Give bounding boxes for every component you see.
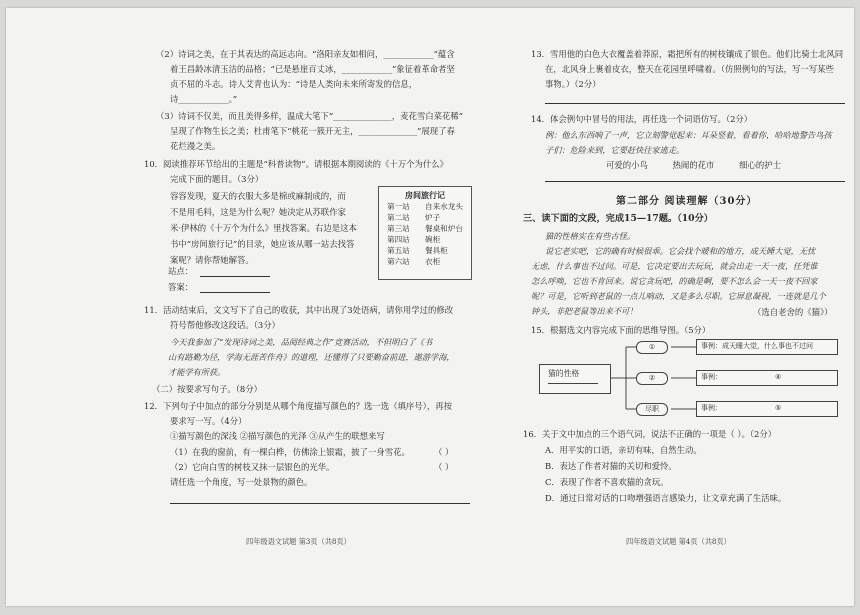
q9-3-line1: （3）诗词不仅美，而且美得多样，温成大笔下“______________，麦花雪白菜花稀”	[156, 111, 464, 121]
q15-line: 15．根据选文内容完成下面的思维导图。（5分）	[531, 325, 711, 335]
toc-row: 第五站 餐具柜	[387, 246, 448, 256]
q16-line: 16．关于文中加点的三个语气词，说法不正确的一项是（ ）。（2分）	[523, 429, 777, 439]
answer-label: 答案：	[168, 282, 194, 292]
word-option[interactable]: 细心的护士	[739, 160, 781, 170]
passage-line-1: 猫的性格实在有些古怪。	[545, 231, 636, 241]
q9-2-line2: 着王昌龄冰清玉洁的品格；“已是悬崖百丈冰，____________”象征着革命者坚	[170, 64, 455, 74]
table-of-contents-box	[378, 186, 472, 280]
q12-instruction: 请任选一个角度，写一处景物的颜色。	[170, 477, 313, 487]
q13-line2: 在，北风身上裹着皮衣，整天在花园里呼啸着。（仿照例句的写法，写一写某些	[545, 64, 834, 74]
q11-passage-1: 今天我参加了“发现诗词之美，品阅经典之作”竞赛活动，不但明白了《书	[170, 337, 433, 347]
q12-line1: 12．下列句子中加点的部分分别是从哪个角度描写颜色的？选一选（填序号），再按	[144, 401, 452, 411]
q13-answer-line[interactable]	[545, 103, 845, 104]
passage-line-2: 说它老实吧，它的确有时候很乖。它会找个暖和的地方，成天睡大觉，无忧	[545, 246, 816, 256]
q14-word-options	[606, 159, 803, 172]
station-label: 站点：	[168, 266, 194, 276]
word-option[interactable]: 热闹的花市	[672, 160, 715, 170]
q12-1-paren[interactable]: （ ）	[434, 447, 454, 457]
q9-2-line4: 诗____________。”	[170, 94, 238, 104]
station-answer-line[interactable]	[200, 276, 270, 277]
passage-line-4: 怎么呼唤，它也不肯回来。说它贪玩吧，的确是啊，要不怎么会一天一夜不回家	[531, 276, 818, 286]
toc-row: 第六站 衣柜	[387, 257, 441, 267]
q10-para-4: 书中“房间旅行记”的目录，她应该从哪一站去找答	[170, 239, 355, 249]
answer-line[interactable]	[200, 292, 270, 293]
q16-option-b[interactable]: B．表达了作者对猫的关切和爱怜。	[545, 461, 677, 471]
page-3-column	[144, 8, 486, 606]
q11-line2: 符号帮他修改这段话。（3分）	[170, 320, 281, 330]
q9-2-line3: 贞不屈的斗志。诗人艾青也认为：“诗是人类向未来所寄发的信息，	[170, 79, 418, 89]
q10-line2: 完成下面的题目。（3分）	[170, 174, 264, 184]
section-3-heading: 三、读下面的文段，完成15—17题。（10分）	[523, 213, 713, 224]
q12-line2: 要求写一写。（4分）	[170, 416, 247, 426]
q14-answer-line[interactable]	[545, 181, 845, 182]
mind-map-node-2[interactable]: ②	[636, 372, 668, 385]
toc-row: 第四站 碗柜	[387, 235, 441, 245]
q12-sentence-2: （2）它向白雪的树枝又抹一层银色的光华。	[170, 462, 335, 472]
q11-passage-3: 才能学有所获。	[168, 367, 226, 377]
q9-3-line3: 花烂漫之美。	[170, 141, 221, 151]
q14-example-2: 子们：危险来到，它要赶快往家逃走。	[545, 145, 685, 155]
q10-line1: 10．阅读推荐环节给出的主题是“科普读物”。请根据本期阅读的《十万个为什么》	[144, 159, 448, 169]
q11-passage-2: 山有路勤为径，学海无涯苦作舟》的道理，还懂得了只要勤奋前进，遨游学海，	[168, 352, 455, 362]
mind-map-node-1[interactable]: ①	[636, 341, 668, 354]
q16-option-c[interactable]: C．表现了作者不喜欢猫的贪玩。	[545, 477, 669, 487]
q12-2-paren[interactable]: （ ）	[434, 462, 454, 472]
toc-title: 房间旅行记	[405, 190, 445, 200]
q9-3-line2: 呈现了作物生长之美；杜甫笔下“桃花一簇开无主，______________”展现了春	[170, 126, 455, 136]
page-3-footer: 四年级语文试题 第3页（共8页）	[246, 537, 351, 546]
section-2-heading: （二）按要求写句子。（8分）	[152, 384, 263, 394]
passage-line-6: 钟头，非把老鼠等出来不可！	[531, 306, 638, 316]
toc-row: 第三站 餐桌和炉台	[387, 224, 463, 234]
toc-row: 第一站 自来水龙头	[387, 202, 463, 212]
q10-para-2: 不是用毛料，这是为什么呢？她决定从苏联作家	[170, 207, 346, 217]
q13-line1: 13．雪用他的白色大衣覆盖着莽原，霜把所有的树枝镶成了银色。他们比骑士北风同	[531, 49, 844, 59]
passage-line-3: 无虑，什么事也不过问。可是，它决定要出去玩玩，就会出走一天一夜，任凭谁	[531, 261, 818, 271]
mind-map-example-2[interactable]: 事例： ④	[696, 370, 838, 386]
q13-line3: 事物。）（2分）	[545, 79, 601, 89]
q14-line1: 14．体会例句中冒号的用法，再任选一个词语仿写。（2分）	[531, 114, 753, 124]
q16-option-d[interactable]: D．通过日常对话的口吻增强语言感染力，让文章充满了生活味。	[545, 493, 787, 503]
mind-map-example-1: 事例：成天睡大觉，什么事也不过问	[696, 339, 838, 355]
q10-para-3: 米·伊林的《十万个为什么》里找答案。右边是这本	[170, 223, 357, 233]
q10-para-5: 案呢？请你帮她解答。	[170, 255, 254, 265]
q12-options: ①描写颜色的深浅 ②描写颜色的光泽 ③从产生的联想来写	[170, 431, 385, 441]
mind-map-center: 猫的性格	[539, 364, 611, 394]
exam-sheet	[6, 8, 854, 606]
part-2-heading: 第二部分 阅读理解（30分）	[616, 196, 758, 207]
q10-para-1: 容容发现，夏天的衣服大多是棉或麻制成的，而	[170, 191, 346, 201]
word-option[interactable]: 可爱的小鸟	[606, 160, 648, 170]
q16-option-a[interactable]: A．用平实的口语，亲切有味，自然生动。	[545, 445, 702, 455]
q9-2-line1: （2）诗词之美，在于其表达的高远志向。“洛阳亲友如相问，____________”蕴含	[156, 49, 455, 59]
page-4-footer: 四年级语文试题 第4页（共8页）	[626, 537, 731, 546]
mind-map-node-3: 尽职	[636, 403, 668, 416]
passage-source: （选自老舍的《猫》）	[753, 307, 833, 317]
mind-map-example-3[interactable]: 事例： ⑤	[696, 401, 838, 417]
q14-example-1: 例：他么东西响了一声，它立刻警觉起来：耳朵竖着，看着你，哈哈地警告鸟孩	[545, 130, 832, 140]
page-4-column	[523, 8, 851, 606]
passage-line-5: 呢？可是，它听到老鼠的一点儿响动，又是多么尽职。它屏息凝视，一连就是几个	[531, 291, 826, 301]
q11-line1: 11．活动结束后，文文写下了自己的收获，其中出现了3处语病，请你用学过的修改	[144, 305, 454, 315]
q12-answer-line[interactable]	[170, 503, 470, 504]
q12-sentence-1: （1）在我的窗前，有一棵白桦，仿佛涂上银霜，披了一身雪花。	[170, 447, 410, 457]
toc-row: 第二站 炉子	[387, 213, 441, 223]
